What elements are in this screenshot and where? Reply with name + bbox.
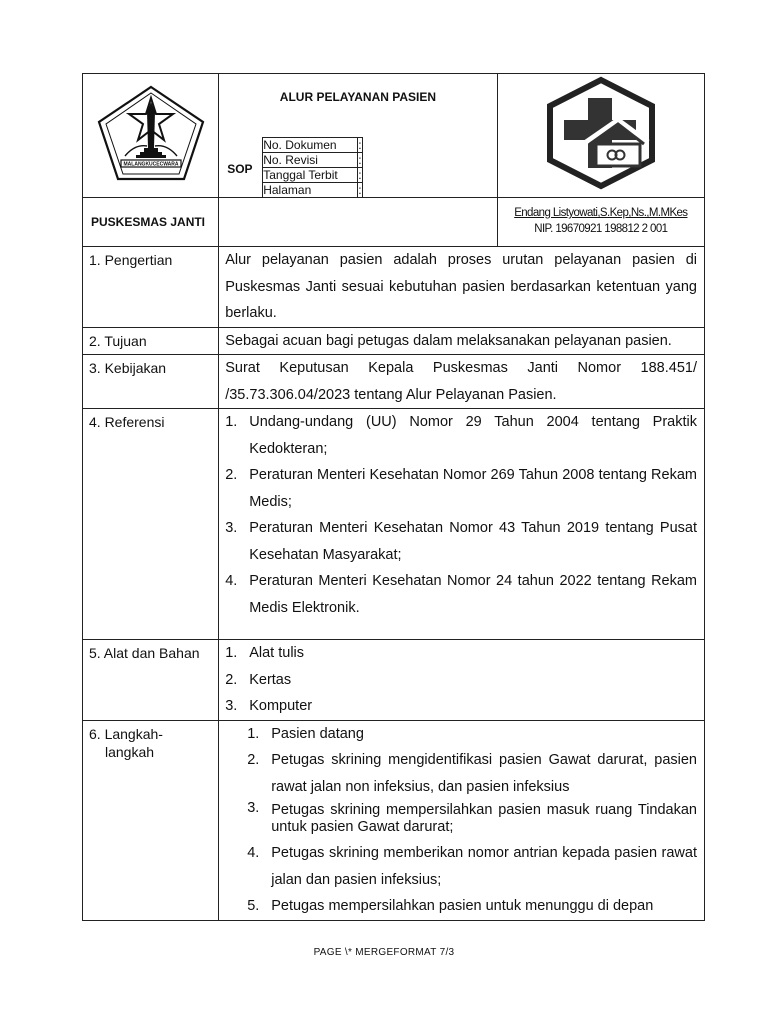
meta-key: No. Revisi — [263, 153, 358, 168]
list-number: 5. — [247, 898, 260, 914]
signer-nip: NIP. 19670921 198812 2 001 — [534, 223, 668, 235]
steps-list-cell — [219, 720, 705, 920]
list-number: 3. — [247, 800, 260, 816]
list-text: Peraturan Menteri Kesehatan Nomor 269 Tahun 2008 tentang Rekam Medis; — [249, 467, 697, 510]
page-footer: PAGE \* MERGEFORMAT 7/3 — [313, 947, 455, 958]
list-number: 3. — [225, 698, 238, 714]
list-item — [225, 462, 697, 515]
meta-row — [263, 153, 362, 168]
list-number: 1. — [225, 414, 238, 430]
section-text: Sebagai acuan bagi petugas dalam melaksanakan pelayanan pasien. — [219, 327, 705, 355]
meta-value: : — [358, 153, 362, 167]
list-item — [247, 893, 697, 920]
section-label: 3. Kebijakan — [83, 355, 219, 409]
crest-caption: MALANGKUCECWARA — [123, 161, 179, 168]
meta-row — [263, 138, 362, 153]
sop-label: SOP — [227, 162, 253, 176]
puskesmas-logo-cell — [497, 74, 704, 198]
document-title: ALUR PELAYANAN PASIEN — [279, 90, 437, 104]
section-row — [83, 409, 705, 640]
tools-list-cell — [219, 640, 705, 721]
section-label: 4. Referensi — [83, 409, 219, 640]
list-item — [225, 667, 697, 694]
section-label: 2. Tujuan — [83, 327, 219, 355]
list-number: 4. — [225, 573, 238, 589]
section-text: Alur pelayanan pasien adalah proses urutan pelayanan pasien di Puskesmas Janti sesuai kebutuhan pasien berdasarkan ketentuan yang berlaku. — [219, 247, 705, 328]
sop-table — [82, 73, 705, 921]
meta-value: : — [358, 138, 362, 152]
signer-name: Endang Listyowati,S.Kep,Ns.,M.MKes — [514, 207, 688, 219]
list-number: 3. — [225, 520, 238, 536]
city-logo-cell — [83, 74, 219, 198]
city-crest-icon — [95, 84, 207, 182]
steps-list — [247, 721, 697, 920]
section-row — [83, 327, 705, 355]
list-number: 1. — [225, 645, 238, 661]
reference-list — [225, 409, 697, 621]
list-number: 2. — [225, 671, 238, 688]
document-meta-table — [262, 137, 362, 198]
list-item — [225, 693, 697, 720]
meta-row — [263, 168, 362, 183]
list-text: Petugas skrining memberikan nomor antrian kepada pasien rawat jalan dan pasien infeksius; — [271, 845, 697, 888]
section-label — [83, 720, 219, 920]
list-text: Komputer — [249, 698, 313, 714]
list-number: 2. — [225, 467, 238, 483]
list-item — [225, 568, 697, 621]
empty-cell — [219, 198, 497, 247]
list-text: Petugas mempersilahkan pasien untuk menunggu di depan — [271, 898, 654, 914]
list-number: 1. — [247, 725, 260, 742]
organization-name: PUSKESMAS JANTI — [83, 198, 219, 247]
list-item — [225, 409, 697, 462]
tools-list — [225, 640, 697, 720]
list-text: Alat tulis — [249, 645, 305, 661]
list-number: 4. — [247, 845, 260, 861]
list-text: Undang-undang (UU) Nomor 29 Tahun 2004 tentang Praktik Kedokteran; — [249, 414, 697, 457]
section-label: 1. Pengertian — [83, 247, 219, 328]
list-text: Kertas — [249, 671, 292, 688]
meta-key: No. Dokumen — [263, 138, 358, 153]
list-item — [247, 840, 697, 893]
meta-value: : — [358, 168, 362, 182]
signature-cell — [497, 198, 704, 247]
sop-document — [82, 73, 705, 921]
list-text: Peraturan Menteri Kesehatan Nomor 43 Tahun 2019 tentang Pusat Kesehatan Masyarakat; — [249, 520, 697, 563]
list-text: Petugas skrining mengidentifikasi pasien Gawat darurat, pasien rawat jalan non infeksius, dan pasien infeksius — [271, 752, 697, 795]
section-label-line: langkah — [105, 743, 155, 760]
meta-row — [263, 183, 362, 198]
reference-list-cell — [219, 409, 705, 640]
meta-key: Tanggal Terbit — [263, 168, 358, 183]
list-text: Petugas skrining mempersilahkan pasien masuk ruang Tindakan untuk pasien Gawat darurat; — [271, 802, 697, 835]
list-item — [247, 721, 697, 748]
list-item — [225, 640, 697, 667]
section-text: Surat Keputusan Kepala Puskesmas Janti Nomor 188.451/ /35.73.306.04/2023 tentang Alur Pelayanan Pasien. — [219, 355, 705, 409]
list-text: Pasien datang — [271, 725, 364, 742]
meta-key: Halaman — [263, 183, 358, 198]
title-cell — [219, 74, 497, 198]
section-row — [83, 355, 705, 409]
list-number: 2. — [247, 752, 260, 768]
list-item — [247, 747, 697, 800]
section-label: 5. Alat dan Bahan — [83, 640, 219, 721]
section-row — [83, 640, 705, 721]
section-label-line: 6. Langkah- — [89, 725, 163, 742]
list-item — [247, 800, 697, 840]
puskesmas-emblem-icon — [536, 76, 666, 190]
meta-value: : — [358, 183, 362, 197]
section-row — [83, 720, 705, 920]
list-item — [225, 515, 697, 568]
list-text: Peraturan Menteri Kesehatan Nomor 24 tahun 2022 tentang Rekam Medis Elektronik. — [249, 573, 697, 616]
section-row — [83, 247, 705, 328]
